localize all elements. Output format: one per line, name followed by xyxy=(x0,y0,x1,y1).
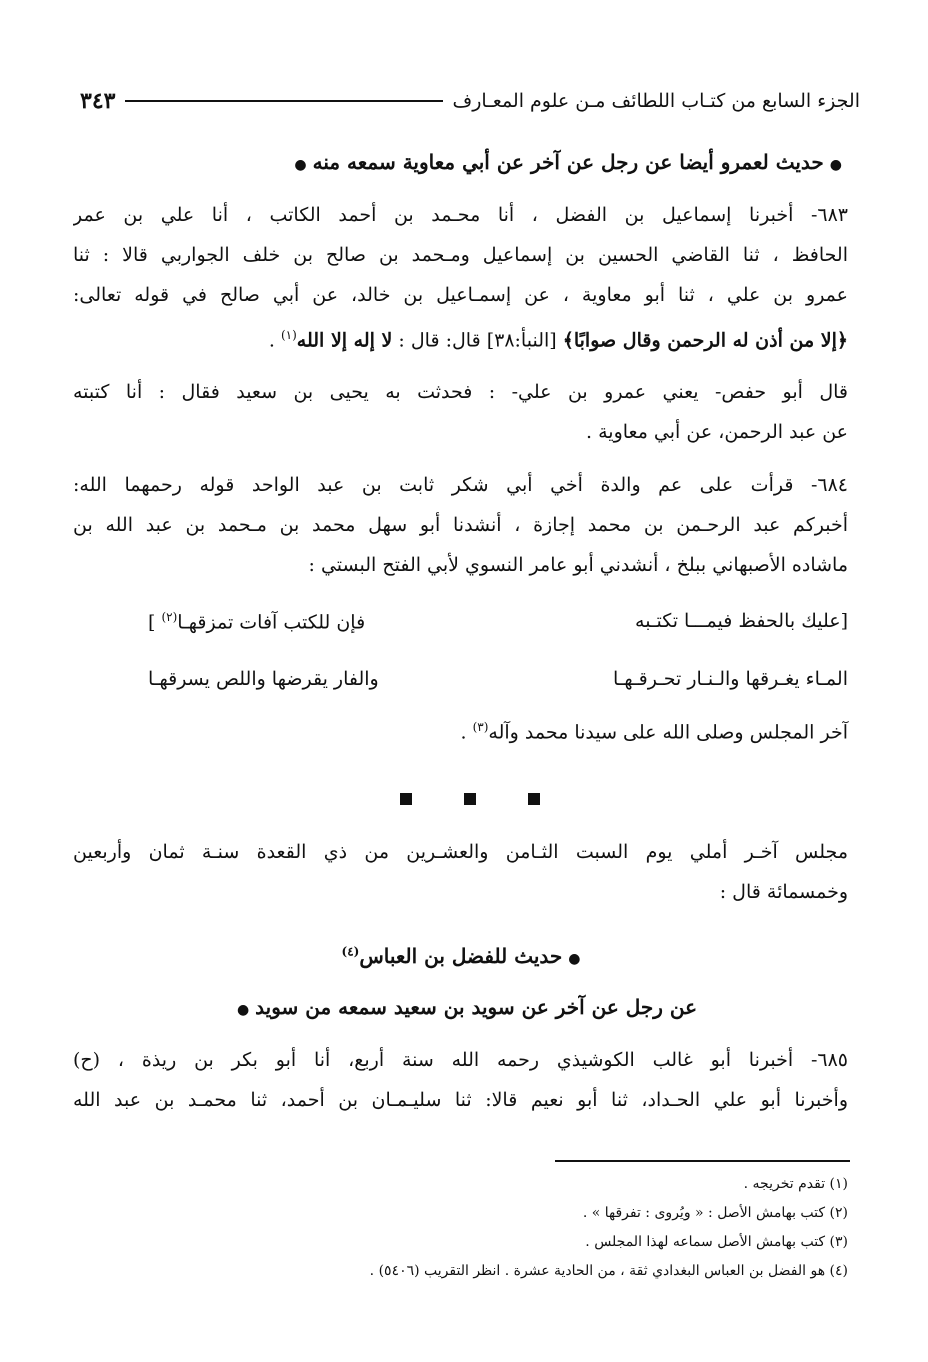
paragraph-line: الحافظ ، ثنا القاضي الحسين بن إسماعيل ومـحمد بن صالح بن خلف الجواربي قالا : ثنا xyxy=(73,244,848,266)
verse-hemistich-right: [عليك بالحفظ فيمـــا تكتـبه xyxy=(635,610,848,632)
poem-verse-2 xyxy=(148,668,848,690)
section-subheading-text: عن رجل عن آخر عن سويد بن سعيد سمعه من سويد xyxy=(255,995,698,1019)
quran-verse: ﴿إلا من أذن له الرحمن وقال صوابًا﴾ xyxy=(562,329,848,352)
section-separator xyxy=(400,793,540,805)
paragraph-line: مجلس آخـر أملي يوم السبت الثـامن والعشـرين من ذي القعدة سنـة ثمان وأربعين xyxy=(73,841,848,863)
footnote-marker: (١) xyxy=(280,328,297,342)
paragraph-684 xyxy=(73,465,848,585)
paragraph-line: قال أبو حفص- يعني عمرو بن علي- : فحدثت به يحيى بن سعيد فقال : أنا كتبته xyxy=(73,381,848,403)
majlis-closing: آخر المجلس وصلى الله على سيدنا محمد وآله$^{(٣)}$ . xyxy=(460,720,848,744)
paragraph-line: وخمسمائة قال : xyxy=(719,881,848,903)
paragraph-line: أخبركم عبد الرحـمن بن محمد إجازة ، أنشدنا أبو سهل محمد بن مـحمد بن عبد الله بن xyxy=(73,514,848,536)
quran-phrase: لا إله إلا الله xyxy=(296,329,393,352)
page-number: ٣٤٣ xyxy=(80,88,116,114)
running-title: الجزء السابع من كتـاب اللطائف مـن علوم المعـارف xyxy=(452,90,860,112)
quran-reference: [النبأ:٣٨] قال: قال : xyxy=(398,329,557,352)
footnote-marker: (٢) xyxy=(161,610,178,624)
footnote: (١) تقدم تخريجه . xyxy=(743,1176,848,1192)
paragraph-line: ٦٨٥- أخبرنا أبو غالب الكوشيذي رحمه الله سنة أربع، أنا أبو بكر بن ريذة ، (ح) xyxy=(73,1049,848,1071)
paragraph-683 xyxy=(73,195,848,355)
bullet-icon: ● xyxy=(294,157,307,173)
line-end: . xyxy=(268,329,281,352)
page-header xyxy=(80,86,860,116)
paragraph-685 xyxy=(73,1040,848,1120)
footnote-marker: (٤) xyxy=(341,944,360,959)
verse-hemistich-left: والفار يقرضها واللص يسرقهـا xyxy=(148,668,379,690)
footnote: (٤) هو الفضل بن العباس البغدادي ثقة ، من الحادية عشرة . انظر التقريب (٥٤٠٦) . xyxy=(369,1263,848,1279)
footnotes xyxy=(148,1170,848,1286)
bullet-icon: ● xyxy=(568,951,581,967)
poem-verse-1 xyxy=(148,610,848,633)
footnote: (٢) كتب بهامش الأصل : « ويُروى : تفرقها » . xyxy=(582,1205,848,1221)
header-rule xyxy=(125,100,442,102)
paragraph-683-continued xyxy=(73,372,848,452)
section-heading-1 xyxy=(80,150,848,174)
paragraph-line: وأخبرنا أبو علي الحـداد، ثنا أبو نعيم قالا: ثنا سليـمـان بن أحمد، ثنا محمـد بن عبد الله xyxy=(73,1089,848,1111)
paragraph-line: عن عبد الرحمن، عن أبي معاوية . xyxy=(586,421,848,443)
bullet-icon: ● xyxy=(829,157,842,173)
verse-hemistich-right: المـاء يغـرقها والـنـار تحـرقـهـا xyxy=(612,668,848,690)
verse-hemistich-left: فإن للكتب آفات تمزقهـا$^{(٢)}$ ] xyxy=(148,610,366,634)
footnote: (٣) كتب بهامش الأصل سماعه لهذا المجلس . xyxy=(585,1234,848,1250)
paragraph-line: ٦٨٣- أخبرنا إسماعيل بن الفضل ، أنا محـمد بن أحمد الكاتب ، أنا علي بن عمر xyxy=(73,204,848,226)
section-heading-text: حديث لعمرو أيضا عن رجل عن آخر عن أبي معاوية سمعه منه xyxy=(312,150,824,174)
section-heading-text: حديث للفضل بن العباس xyxy=(359,944,563,968)
majlis-intro xyxy=(73,832,848,912)
square-icon xyxy=(464,793,476,805)
section-subheading-2 xyxy=(80,995,848,1019)
bullet-icon: ● xyxy=(236,1002,250,1018)
square-icon xyxy=(400,793,412,805)
footnote-rule xyxy=(555,1160,850,1162)
quran-line xyxy=(73,315,848,355)
square-icon xyxy=(528,793,540,805)
paragraph-line: ماشاده الأصبهاني ببلخ ، أنشدني أبو عامر النسوي لأبي الفتح البستي : xyxy=(308,554,848,576)
paragraph-line: ٦٨٤- قرأت على عم والدة أخي أبي شكر ثابت بن عبد الواحد قوله رحمهما الله: xyxy=(73,474,848,496)
section-heading-2 xyxy=(80,944,848,968)
paragraph-line: عمرو بن علي ، ثنا أبو معاوية ، عن إسمـاعيل بن خالد، عن أبي صالح في قوله تعالى: xyxy=(73,284,848,306)
footnote-marker: (٣) xyxy=(472,720,489,734)
